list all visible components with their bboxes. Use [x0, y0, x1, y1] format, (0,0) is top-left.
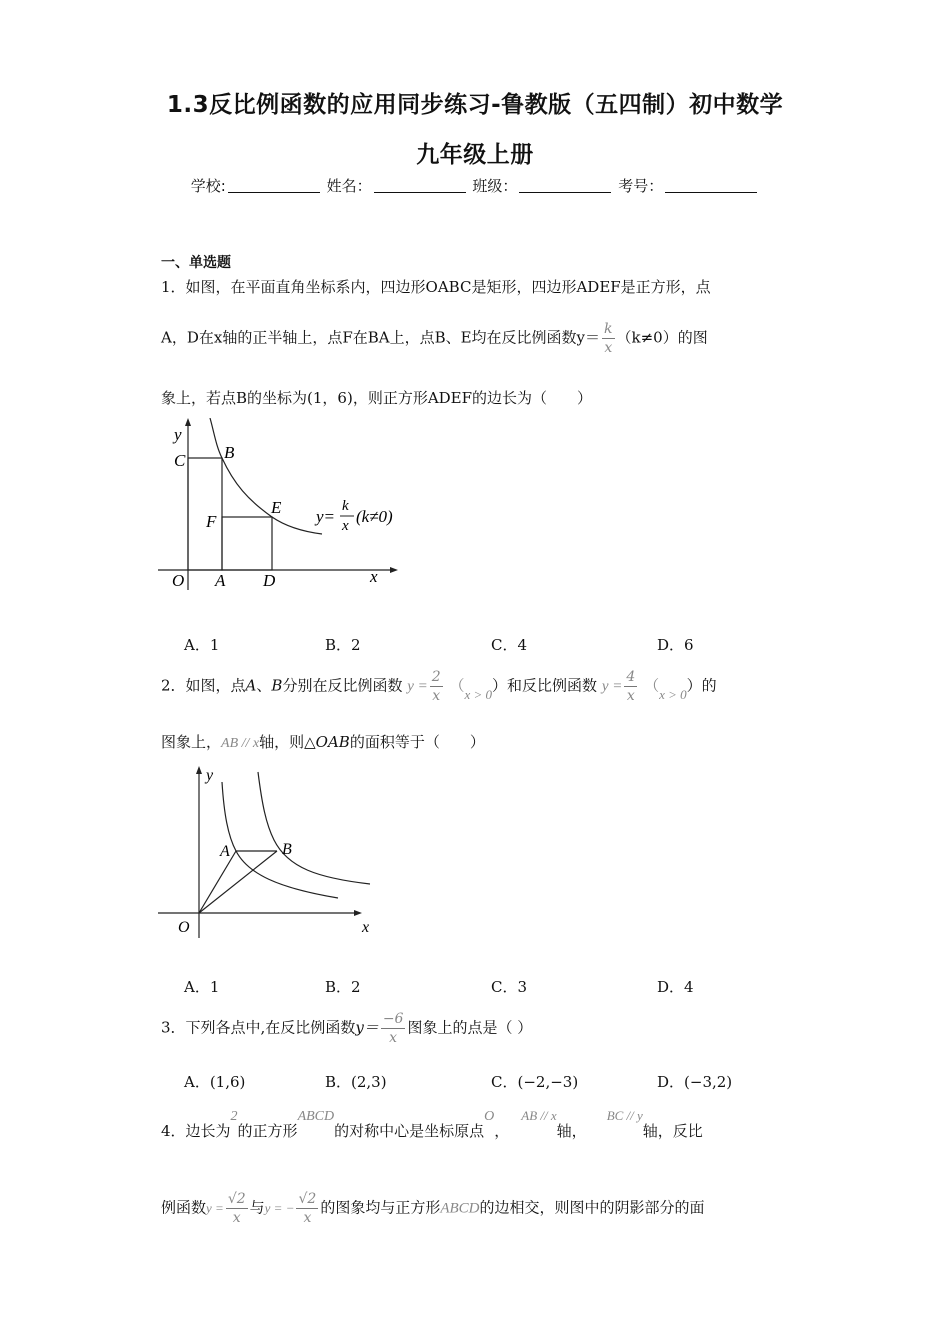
q2-option-b[interactable]: B．2 — [325, 978, 361, 996]
q3-fraction — [381, 1012, 406, 1045]
q4-line2-c: 的边相交，则图中的阴影部分的面 — [479, 1198, 705, 1217]
fraction-bar — [296, 1208, 318, 1209]
q1-option-c[interactable]: C．4 — [491, 636, 528, 654]
q2-point-B: B — [271, 676, 283, 695]
q4-f2-den: x — [303, 1210, 312, 1226]
q1-curve-label-cond: (k≠0) — [356, 507, 393, 526]
q1-y-arrow — [185, 418, 191, 426]
q4-origin-O: O — [484, 1109, 495, 1124]
q2-point-A: A — [245, 676, 257, 695]
class-label: 班级： — [472, 177, 518, 195]
q2-sep: 、 — [256, 676, 272, 695]
q4-f2-frac — [296, 1192, 318, 1225]
q1-figure — [158, 418, 408, 593]
q1-square-ADEF — [222, 517, 272, 570]
q2-f1-den: x — [432, 688, 441, 704]
q1-rectangle-OABC — [188, 458, 222, 570]
q2-f2-frac — [624, 670, 637, 703]
q2-f2-y: y = — [601, 678, 623, 695]
q2-segment-OB — [199, 851, 277, 913]
page-subtitle: 九年级上册 — [416, 142, 534, 168]
q4-axis-word: 轴， — [556, 1122, 587, 1140]
q1-line3: 象上，若点B的坐标为(1，6)，则正方形ADEF的边长为（ ） — [161, 389, 593, 407]
q4-f2-num: √2 — [298, 1191, 317, 1207]
q1-line2-text-b: （k≠0）的图 — [616, 328, 708, 347]
name-blank[interactable] — [374, 178, 466, 193]
q3-y-eq: y＝ — [355, 1018, 379, 1037]
q2-segment-OA — [199, 851, 236, 913]
q3-option-c[interactable]: C．(−2,−3) — [491, 1073, 579, 1091]
q2-f2-num: 4 — [626, 669, 636, 685]
q2-x-arrow — [354, 910, 362, 916]
fraction-bar — [226, 1208, 248, 1209]
q1-line2 — [161, 322, 708, 355]
q4-f1-den: x — [232, 1210, 241, 1226]
q2-triangle-OAB: OAB — [315, 733, 350, 751]
q2-option-a[interactable]: A．1 — [184, 978, 220, 996]
q1-label-C: C — [174, 451, 186, 470]
q2-f2-cond: x > 0 — [659, 686, 687, 702]
q2-label-x: x — [362, 919, 370, 936]
q2-label-A: A — [220, 843, 230, 860]
name-label: 姓名： — [326, 177, 372, 195]
q4-comma: ， — [494, 1122, 510, 1140]
q2-line2-b: 轴，则△ — [259, 733, 316, 751]
student-info-row — [0, 175, 950, 196]
q2-f1-frac — [430, 670, 443, 703]
q4-abcd2: ABCD — [440, 1200, 480, 1217]
q1-label-O: O — [172, 571, 185, 590]
q3-text-b: 图象上的点是（ ） — [407, 1018, 533, 1037]
q4-bc-parallel: BC // y — [606, 1108, 643, 1123]
q2-label-O: O — [178, 919, 190, 936]
q4-f1-y: y = — [206, 1200, 224, 1216]
q2-line1 — [161, 670, 717, 703]
q4-abcd: ABCD — [297, 1109, 335, 1124]
section-title: 一、单选题 — [161, 255, 231, 271]
q4-text-d: 轴，反比 — [642, 1122, 703, 1140]
q4-text-a: 4．边长为 — [161, 1122, 231, 1140]
q2-option-d[interactable]: D．4 — [657, 978, 694, 996]
q2-paren2: （ — [644, 676, 660, 695]
number-label: 考号： — [618, 177, 664, 195]
q1-fraction — [602, 322, 614, 355]
q2-label-B: B — [282, 841, 292, 858]
q4-line2-a: 例函数 — [161, 1198, 207, 1217]
q1-curve-label-num: k — [342, 498, 349, 514]
q2-ab-parallel: AB // x — [221, 736, 260, 751]
q4-line2-b: 的图象均与正方形 — [320, 1198, 441, 1217]
q4-with: 与 — [249, 1198, 265, 1217]
q2-f2-den: x — [626, 688, 635, 704]
q2-option-c[interactable]: C．3 — [491, 978, 528, 996]
q3-frac-num: −6 — [382, 1011, 404, 1027]
q1-option-b[interactable]: B．2 — [325, 636, 361, 654]
q4-f1-num: √2 — [227, 1191, 246, 1207]
q1-label-A: A — [215, 571, 226, 590]
q1-curve-label-den: x — [342, 518, 349, 534]
q3-line — [161, 1012, 532, 1045]
q2-f1-cond: x > 0 — [464, 686, 493, 702]
q1-curve-label-y: y= — [316, 507, 336, 526]
class-blank[interactable] — [519, 178, 611, 193]
q1-line2-text-a: A，D在x轴的正半轴上，点F在BA上，点B、E均在反比例函数y＝ — [161, 328, 601, 347]
q2-label-y: y — [206, 767, 214, 784]
q1-label-x: x — [370, 567, 378, 586]
q2-text-c: ）和反比例函数 — [492, 676, 598, 695]
q1-option-d[interactable]: D．6 — [657, 636, 694, 654]
q3-text-a: 3．下列各点中,在反比例函数 — [161, 1018, 356, 1037]
q1-label-y: y — [174, 425, 182, 444]
q4-side-length: 2 — [230, 1109, 238, 1124]
fraction-bar — [381, 1028, 406, 1029]
q3-option-a[interactable]: A．(1,6) — [184, 1073, 246, 1091]
q2-line2-c: 的面积等于（ ） — [349, 733, 485, 751]
q1-label-D: D — [263, 571, 276, 590]
q4-f2-y: y = − — [264, 1200, 295, 1216]
q1-label-E: E — [271, 498, 282, 517]
q4-text-b: 的正方形 — [237, 1122, 298, 1140]
q4-f1-frac — [226, 1192, 248, 1225]
q3-option-d[interactable]: D．(−3,2) — [657, 1073, 733, 1091]
q1-frac-num: k — [604, 321, 613, 337]
q2-line2 — [161, 731, 485, 752]
q1-option-a[interactable]: A．1 — [184, 636, 220, 654]
q1-x-arrow — [390, 567, 398, 573]
q1-label-F: F — [206, 512, 217, 531]
q4-ab-parallel: AB // x — [521, 1108, 557, 1123]
q2-y-arrow — [196, 766, 202, 774]
school-blank[interactable] — [228, 178, 320, 193]
q1-label-B: B — [224, 443, 235, 462]
q2-text-d: ）的 — [686, 676, 717, 695]
q1-line1: 1．如图，在平面直角坐标系内，四边形OABC是矩形，四边形ADEF是正方形，点 — [161, 278, 711, 296]
number-blank[interactable] — [665, 178, 757, 193]
q2-line2-a: 图象上， — [161, 733, 222, 751]
q2-figure — [158, 764, 380, 940]
q2-paren1: （ — [449, 676, 465, 695]
q1-frac-den: x — [604, 340, 613, 356]
q2-f1-y: y = — [407, 678, 428, 695]
q3-frac-den: x — [389, 1030, 398, 1046]
q2-text-a: 2．如图，点 — [161, 676, 246, 695]
q2-curve-4-over-x — [258, 772, 370, 884]
school-label: 学校: — [190, 177, 226, 195]
q2-text-b: 分别在反比例函数 — [282, 676, 403, 695]
q4-line1 — [161, 1104, 703, 1140]
fraction-bar — [602, 338, 614, 339]
q3-option-b[interactable]: B．(2,3) — [325, 1073, 387, 1091]
fraction-bar — [430, 686, 443, 687]
q4-line2 — [161, 1192, 705, 1225]
q2-f1-num: 2 — [431, 669, 441, 685]
page-title: 1.3反比例函数的应用同步练习-鲁教版（五四制）初中数学 — [166, 92, 784, 118]
fraction-bar — [624, 686, 637, 687]
q4-text-c: 的对称中心是坐标原点 — [334, 1122, 485, 1140]
